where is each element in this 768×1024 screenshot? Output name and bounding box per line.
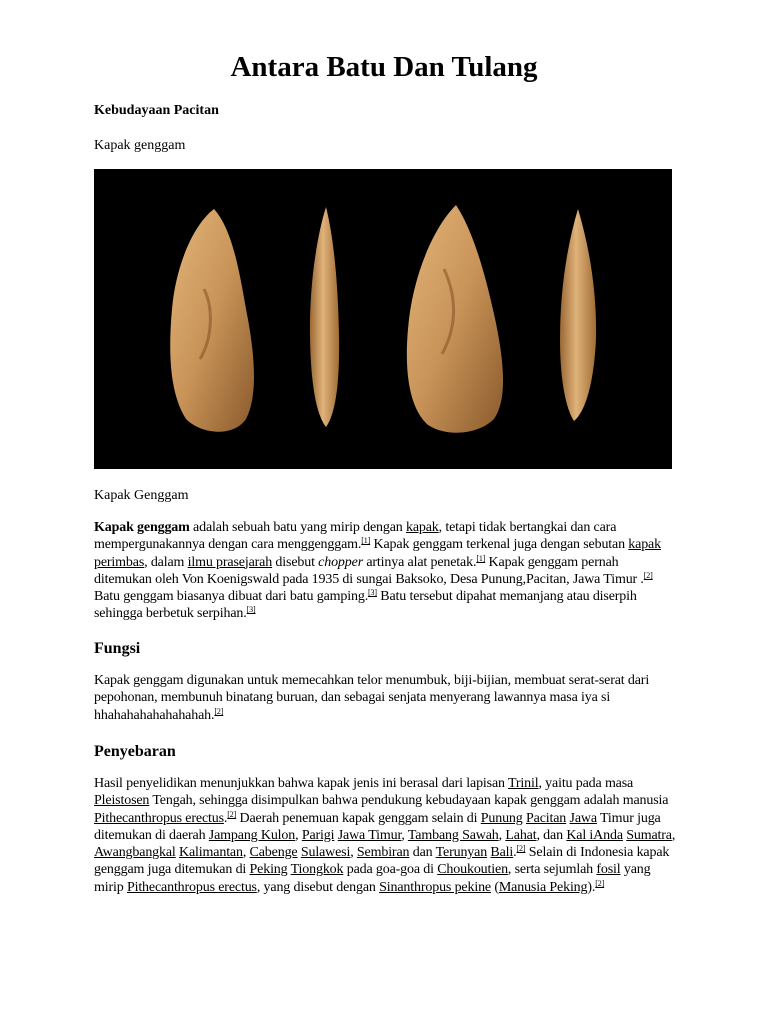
link-punung[interactable]: Punung [480, 810, 523, 826]
citation[interactable]: [2] [643, 570, 653, 580]
link-trinil[interactable]: Trinil [507, 776, 539, 791]
citation[interactable]: [2] [516, 844, 526, 854]
link-peking[interactable]: Peking [249, 862, 288, 878]
link-pacitan[interactable]: Pacitan [526, 810, 567, 826]
hand-axe-illustration [94, 169, 672, 469]
link-parigi[interactable]: Parigi [301, 827, 335, 843]
link-kapak-perimbas[interactable]: kapak perimbas [94, 537, 661, 570]
fungsi-paragraph: Kapak genggam digunakan untuk memecahkan telor menumbuk, biji-bijian, membuat serat-serat dari pepohonan, membunuh binatang buruan, dan sebagai senjata menyerang lawannya masa iya si hhahahahahahahahah.[2] [94, 673, 650, 723]
link-fosil[interactable]: fosil [596, 862, 621, 878]
link-jampang-kulon[interactable]: Jampang Kulon [208, 827, 296, 843]
citation[interactable]: [1] [476, 553, 486, 563]
link-kal-ianda[interactable]: Kal iAnda [566, 827, 623, 843]
link-lahat[interactable]: Lahat [505, 827, 537, 843]
link-choukoutien[interactable]: Choukoutien [437, 862, 508, 878]
link-kapak[interactable]: kapak [405, 520, 439, 535]
section-heading: Kebudayaan Pacitan [94, 103, 219, 118]
link-tiongkok[interactable]: Tiongkok [290, 862, 344, 878]
term-chopper: chopper [318, 554, 363, 570]
link-manusia-peking[interactable]: Manusia Peking [498, 879, 588, 895]
hand-axe-photo [94, 169, 672, 469]
citation[interactable]: [1] [361, 536, 371, 546]
citation[interactable]: [2] [214, 706, 224, 716]
link-sembiran[interactable]: Sembiran [356, 845, 410, 861]
citation[interactable]: [2] [227, 809, 237, 819]
fungsi-heading: Fungsi [94, 640, 141, 657]
link-pithecanthropus-erectus[interactable]: Pithecanthropus erectus [94, 810, 224, 826]
page-title: Antara Batu Dan Tulang [230, 51, 538, 83]
citation[interactable]: [2] [595, 878, 605, 888]
link-kalimantan[interactable]: Kalimantan [179, 845, 243, 861]
link-pleistosen[interactable]: Pleistosen [94, 793, 150, 809]
link-jawa[interactable]: Jawa [569, 810, 597, 826]
link-sumatra[interactable]: Sumatra [626, 827, 672, 843]
penyebaran-heading: Penyebaran [94, 743, 176, 760]
citation[interactable]: [3] [368, 588, 377, 598]
citation[interactable]: [3] [246, 605, 256, 615]
figure-caption: Kapak Genggam [94, 488, 189, 503]
intro-paragraph: Kapak genggam adalah sebuah batu yang mirip dengan kapak, tetapi tidak bertangkai dan cara mempergunakannya dengan cara menggenggam.[1] Kapak genggam terkenal juga dengan sebutan kapak perimbas, dalam ilmu prasejarah disebut chopper artinya alat penetak.[1] Kapak genggam pernah ditemukan oleh Von Koenigswald pada 1935 di sungai Baksoko, Desa Punung,Pacitan, Jawa Timur .[2] Batu genggam biasanya dibuat dari batu gamping.[3] Batu tersebut dipahat memanjang atau diserpih sehingga berbetuk serpihan.[3] [94, 520, 661, 622]
link-jawa-timur[interactable]: Jawa Timur [337, 827, 402, 843]
link-cabenge[interactable]: Cabenge [249, 845, 298, 861]
penyebaran-paragraph: Hasil penyelidikan menunjukkan bahwa kapak jenis ini berasal dari lapisan Trinil, yaitu pada masa Pleistosen Tengah, sehingga disimpulkan bahwa pendukung kebudayaan kapak genggam adalah manusia Pithecanthropus erectus.[2] Daerah penemuan kapak genggam selain di Punung Pacitan Jawa Timur juga ditemukan di daerah Jampang Kulon, Parigi Jawa Timur, Tambang Sawah, Lahat, dan Kal iAnda Sumatra, Awangbangkal Kalimantan, Cabenge Sulawesi, Sembiran dan Terunyan Bali.[2] Selain di Indonesia kapak genggam juga ditemukan di Peking Tiongkok pada goa-goa di Choukoutien, serta sejumlah fosil yang mirip Pithecanthropus erectus, yang disebut dengan Sinanthropus pekine (Manusia Peking).[2] [94, 776, 676, 895]
link-tambang-sawah[interactable]: Tambang Sawah [407, 827, 499, 843]
figure-heading: Kapak genggam [94, 138, 186, 153]
link-sinanthropus-pekine[interactable]: Sinanthropus pekine [379, 879, 491, 895]
term-kapak-genggam: Kapak genggam [94, 520, 190, 535]
link-awangbangkal[interactable]: Awangbangkal [94, 845, 176, 861]
link-ilmu-prasejarah[interactable]: ilmu prasejarah [187, 554, 273, 570]
link-terunyan[interactable]: Terunyan [435, 845, 488, 861]
link-bali[interactable]: Bali [490, 845, 514, 861]
link-sulawesi[interactable]: Sulawesi [300, 845, 351, 861]
link-pithecanthropus-erectus[interactable]: Pithecanthropus erectus [126, 879, 257, 895]
